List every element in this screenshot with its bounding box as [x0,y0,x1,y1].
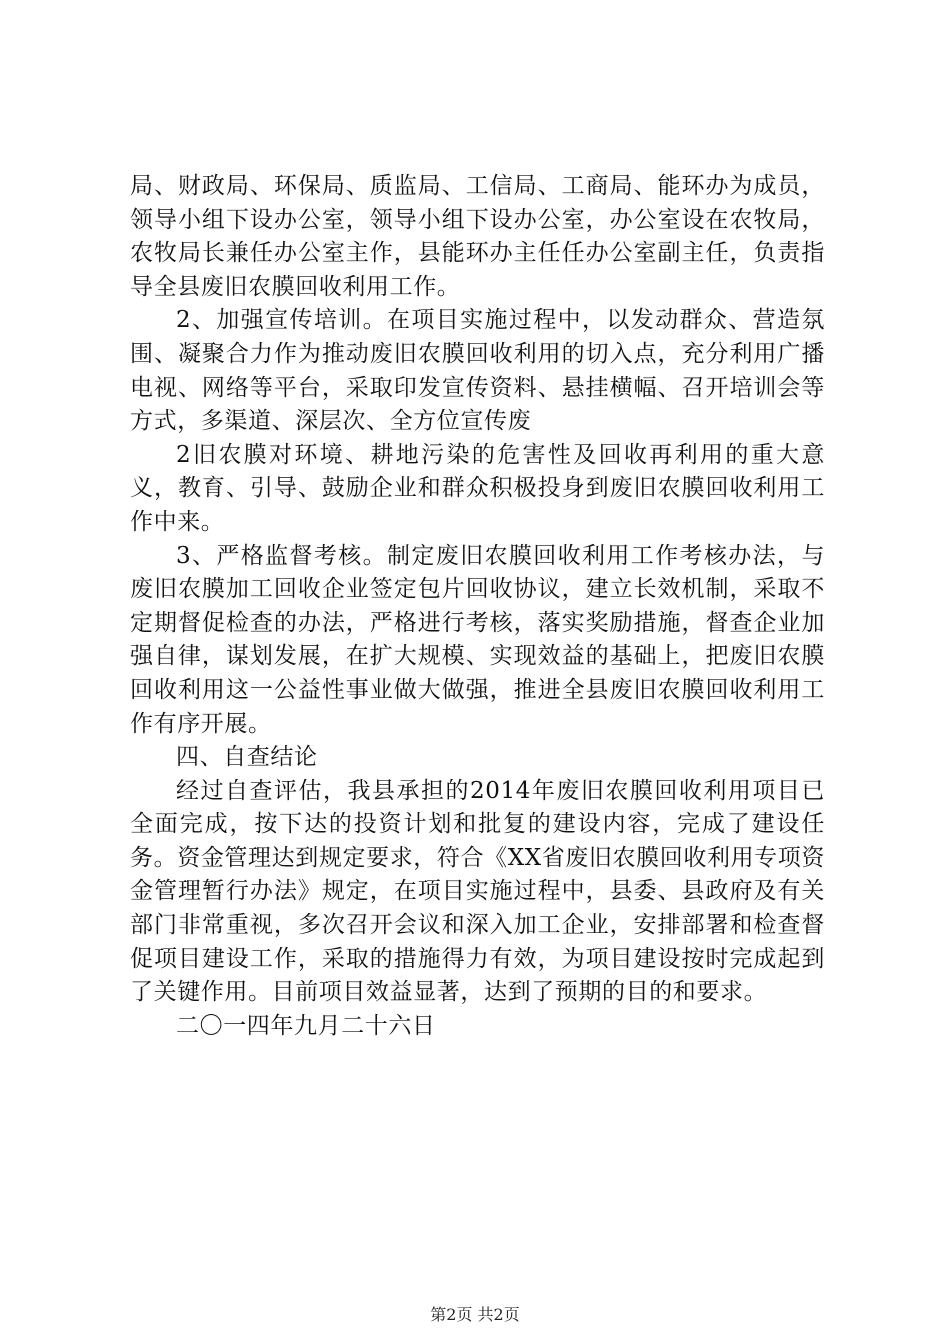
paragraph-publicity-continued: 2旧农膜对环境、耕地污染的危害性及回收再利用的重大意义，教育、引导、鼓励企业和群众积极投身到废旧农膜回收利用工作中来。 [130,441,825,535]
section-heading-conclusion: 四、自查结论 [176,744,318,771]
paragraph-publicity-training: 2、加强宣传培训。在项目实施过程中，以发动群众、营造氛围、凝聚合力作为推动废旧农膜回收利用的切入点，充分利用广播电视、网络等平台，采取印发宣传资料、悬挂横幅、召开培训会等方式，多渠道、深层次、全方位宣传废 [130,307,825,435]
page-footer: 第2页 共2页 [430,1305,520,1324]
paragraph-conclusion: 经过自查评估，我县承担的2014年废旧农膜回收利用项目已全面完成，按下达的投资计划和批复的建设内容，完成了建设任务。资金管理达到规定要求，符合《XX省废旧农膜回收利用专项资金管理暂行办法》规定，在项目实施过程中，县委、县政府及有关部门非常重视，多次召开会议和深入加工企业，安排部署和检查督促项目建设工作，采取的措施得力有效，为项目建设按时完成起到了关键作用。目前项目效益显著，达到了预期的目的和要求。 [130,777,825,1006]
paragraph-leading-committee: 局、财政局、环保局、质监局、工信局、工商局、能环办为成员，领导小组下设办公室，领导小组下设办公室，办公室设在农牧局，农牧局长兼任办公室主作，县能环办主任任办公室副主任，负责指导全县废旧农膜回收利用工作。 [130,173,825,300]
document-body [130,170,825,1043]
paragraph-supervision-assessment: 3、严格监督考核。制定废旧农膜回收利用工作考核办法，与废旧农膜加工回收企业签定包片回收协议，建立长效机制，采取不定期督促检查的办法，严格进行考核，落实奖励措施，督查企业加强自律，谋划发展，在扩大规模、实现效益的基础上，把废旧农膜回收利用这一公益性事业做大做强，推进全县废旧农膜回收利用工作有序开展。 [130,542,825,737]
document-date: 二〇一四年九月二十六日 [176,1012,436,1039]
